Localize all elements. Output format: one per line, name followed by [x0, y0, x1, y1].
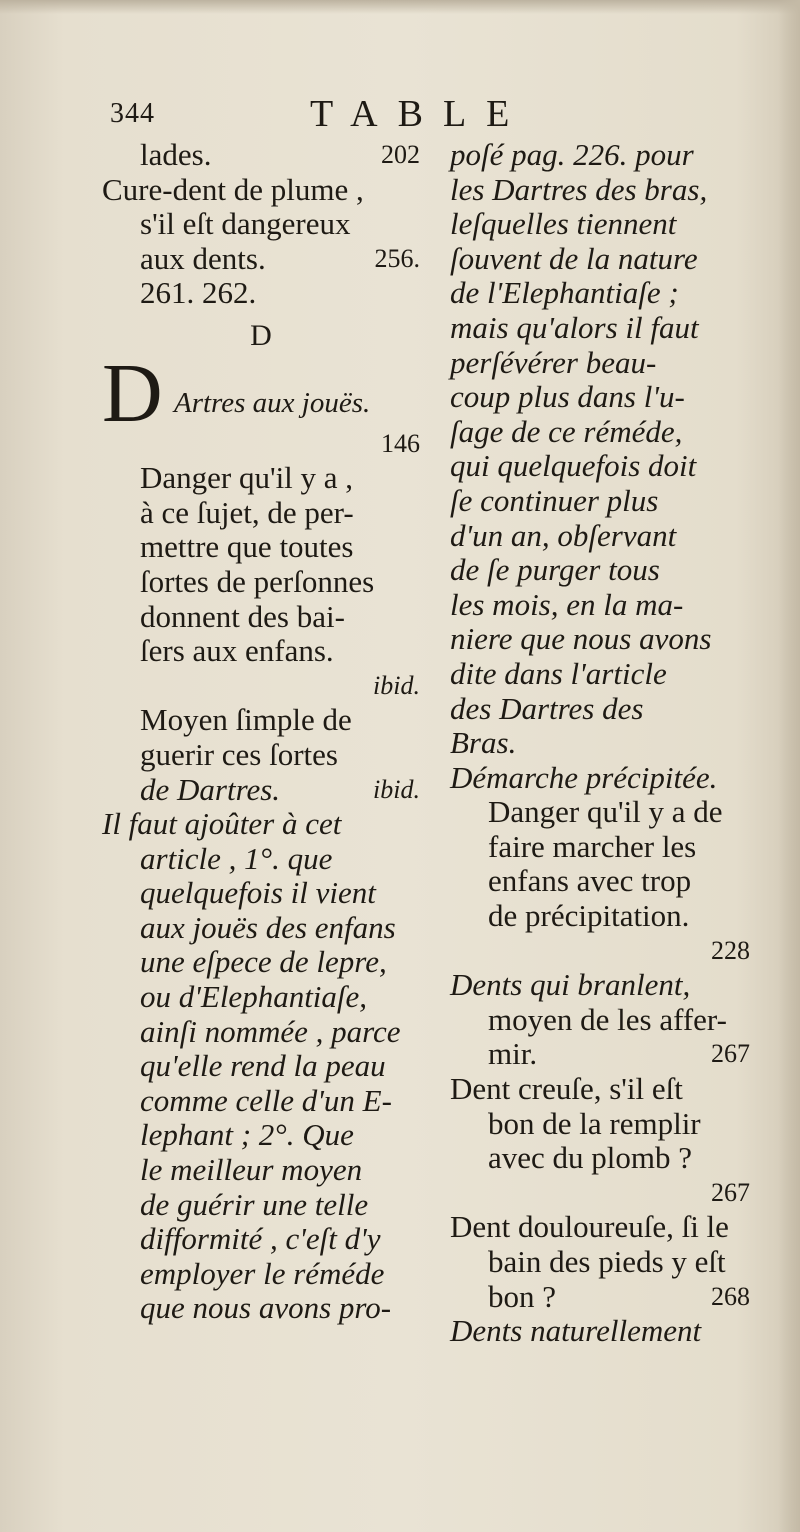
index-line — [102, 911, 420, 946]
index-line — [450, 1072, 750, 1107]
index-line — [450, 553, 750, 588]
index-line — [450, 622, 750, 657]
index-line-text: quelquefois il vient — [140, 875, 376, 911]
index-line-text: ſers aux enfans. — [140, 633, 334, 669]
index-line-text: ou d'Elephantiaſe, — [140, 979, 368, 1015]
index-line-text: ſage de ce réméde, — [450, 413, 683, 449]
index-line-text: aux jouës des enfans — [140, 909, 396, 945]
index-line — [450, 346, 750, 381]
letter-heading: D — [250, 318, 272, 352]
index-line — [450, 1003, 750, 1038]
index-line — [450, 657, 750, 692]
index-line — [102, 876, 420, 911]
index-line-text: poſé pag. 226. pour — [450, 137, 694, 172]
index-line — [450, 588, 750, 623]
drop-cap-entry-text: Artres aux jouës. — [174, 386, 371, 419]
index-line — [450, 207, 750, 242]
index-line — [102, 1222, 420, 1257]
index-line — [102, 461, 420, 496]
index-line — [450, 380, 750, 415]
index-line — [450, 761, 750, 796]
index-line-text: avec du plomb ? — [488, 1140, 693, 1176]
index-line — [102, 138, 420, 173]
index-line — [102, 1049, 420, 1084]
index-line — [450, 242, 750, 277]
index-line-text: que nous avons pro- — [140, 1290, 392, 1326]
index-line-text: à ce ſujet, de per- — [140, 494, 354, 530]
index-line — [102, 173, 420, 208]
index-line — [450, 795, 750, 830]
page-top-shadow — [0, 0, 800, 14]
index-line — [450, 1141, 750, 1176]
page-number: 344 — [110, 98, 155, 129]
page-reference: ibid. — [373, 774, 420, 804]
index-line — [102, 242, 420, 277]
index-line-text: de l'Elephantiaſe ; — [450, 275, 679, 311]
index-line — [102, 703, 420, 738]
index-line-text: difformité , c'eſt d'y — [140, 1221, 381, 1257]
index-line — [102, 1118, 420, 1153]
page-header — [110, 93, 750, 136]
index-line-text: leſquelles tiennent — [450, 206, 677, 242]
running-title: TABLE — [310, 93, 530, 135]
index-line — [102, 565, 420, 600]
index-line-text: bon ? — [488, 1278, 557, 1314]
left-entries-bottom — [102, 427, 420, 1326]
index-line — [102, 807, 420, 842]
index-line-text: des Dartres des — [450, 690, 644, 726]
index-line — [102, 207, 420, 242]
index-line — [450, 519, 750, 554]
index-line-text: qu'elle rend la peau — [140, 1048, 386, 1084]
index-line — [102, 1291, 420, 1326]
index-line — [450, 173, 750, 208]
index-line-text: bon de la remplir — [488, 1105, 701, 1141]
index-line-text: lephant ; 2°. Que — [140, 1117, 354, 1153]
index-line-text: Danger qu'il y a , — [140, 460, 354, 496]
drop-cap-entry — [102, 346, 420, 440]
index-line — [102, 1015, 420, 1050]
page-reference: 267 — [711, 1039, 750, 1069]
index-line — [102, 669, 420, 704]
index-line — [102, 1188, 420, 1223]
index-line-text: Danger qu'il y a de — [488, 794, 723, 830]
index-line — [102, 773, 420, 808]
index-line-text: Il faut ajoûter à cet — [102, 806, 342, 842]
index-line-text: de guérir une telle — [140, 1186, 369, 1222]
page-reference: 268 — [711, 1281, 750, 1311]
index-line-text: article , 1°. que — [140, 840, 333, 876]
index-line-text: Démarche précipitée. — [450, 759, 718, 795]
index-line — [450, 449, 750, 484]
index-line-text: niere que nous avons — [450, 621, 712, 657]
index-line-text: bain des pieds y eſt — [488, 1244, 726, 1279]
index-line-text: Dents qui branlent, — [450, 967, 691, 1003]
index-line — [450, 138, 750, 173]
index-line-text: guerir ces ſortes — [140, 736, 338, 772]
index-line-text: ſe continuer plus — [450, 482, 659, 518]
index-line — [102, 496, 420, 531]
index-line-text: lades. — [140, 137, 212, 172]
index-line — [450, 968, 750, 1003]
index-line — [102, 634, 420, 669]
index-line — [450, 899, 750, 934]
index-line-text: Bras. — [450, 725, 517, 761]
index-line-text: de ſe purger tous — [450, 552, 660, 588]
index-line-text: mais qu'alors il faut — [450, 309, 699, 345]
index-line-text: ſortes de perſonnes — [140, 563, 375, 599]
index-line-text: moyen de les affer- — [488, 1001, 727, 1037]
left-entries-top — [102, 138, 420, 311]
index-line — [102, 980, 420, 1015]
index-line-text: mettre que toutes — [140, 529, 354, 565]
right-column — [450, 138, 750, 1349]
index-line — [450, 484, 750, 519]
index-line — [450, 934, 750, 969]
index-line — [102, 1153, 420, 1188]
index-line-text: de Dartres. — [140, 771, 281, 807]
page-reference: ibid. — [373, 670, 420, 700]
index-line — [450, 1210, 750, 1245]
page-reference: 228 — [711, 935, 750, 965]
index-line-text: les mois, en la ma- — [450, 586, 684, 622]
index-line-text: de précipitation. — [488, 898, 690, 934]
index-line-text: qui quelquefois doit — [450, 448, 697, 484]
index-line — [450, 1245, 750, 1280]
index-line-text: ainſi nommée , parce — [140, 1013, 401, 1049]
index-line — [450, 830, 750, 865]
page-reference: 202 — [381, 140, 420, 169]
index-line — [450, 1037, 750, 1072]
index-line — [450, 864, 750, 899]
page-reference: 146 — [381, 428, 420, 458]
index-line-text: une eſpece de lepre, — [140, 944, 387, 980]
index-line-text: perſévérer beau- — [450, 344, 657, 380]
index-line — [450, 1107, 750, 1142]
index-line — [450, 311, 750, 346]
index-line-text: les Dartres des bras, — [450, 171, 708, 207]
index-line — [450, 276, 750, 311]
index-line-text: mir. — [488, 1036, 538, 1072]
index-line-text: s'il eſt dangereux — [140, 206, 351, 242]
index-line-text: comme celle d'un E- — [140, 1082, 392, 1118]
page-reference: 267 — [711, 1177, 750, 1207]
index-line-text: dite dans l'article — [450, 655, 667, 691]
left-column — [102, 138, 420, 1326]
page-right-edge — [778, 0, 800, 1532]
index-line-text: donnent des bai- — [140, 598, 345, 634]
index-line-text: Moyen ſimple de — [140, 702, 352, 738]
index-line — [102, 600, 420, 635]
index-line-text: Cure-dent de plume , — [102, 171, 364, 207]
index-line-text: ſouvent de la nature — [450, 240, 698, 276]
index-line-text: enfans avec trop — [488, 863, 692, 899]
index-line — [102, 1084, 420, 1119]
index-line — [102, 842, 420, 877]
index-line-text: Dents naturellement — [450, 1313, 702, 1349]
index-line — [450, 726, 750, 761]
index-line-text: faire marcher les — [488, 828, 697, 864]
index-line — [450, 1314, 750, 1349]
index-line-text: Dent creuſe, s'il eſt — [450, 1071, 683, 1107]
index-line-text: Dent douloureuſe, ſi le — [450, 1209, 729, 1245]
index-line — [102, 738, 420, 773]
index-line — [450, 692, 750, 727]
index-line — [450, 1176, 750, 1211]
index-line-text: 261. 262. — [140, 275, 257, 311]
index-line-text: employer le réméde — [140, 1255, 385, 1291]
index-line — [102, 276, 420, 311]
index-line-text: coup plus dans l'u- — [450, 379, 685, 415]
index-line — [102, 530, 420, 565]
index-line-text: d'un an, obſervant — [450, 517, 677, 553]
index-line — [450, 1280, 750, 1315]
index-line — [102, 945, 420, 980]
page-reference: 256. — [374, 243, 420, 273]
drop-cap: D — [102, 346, 163, 440]
index-line — [102, 1257, 420, 1292]
index-line — [450, 415, 750, 450]
right-entries — [450, 138, 750, 1349]
index-line-text: aux dents. — [140, 240, 266, 276]
index-line-text: le meilleur moyen — [140, 1152, 363, 1188]
